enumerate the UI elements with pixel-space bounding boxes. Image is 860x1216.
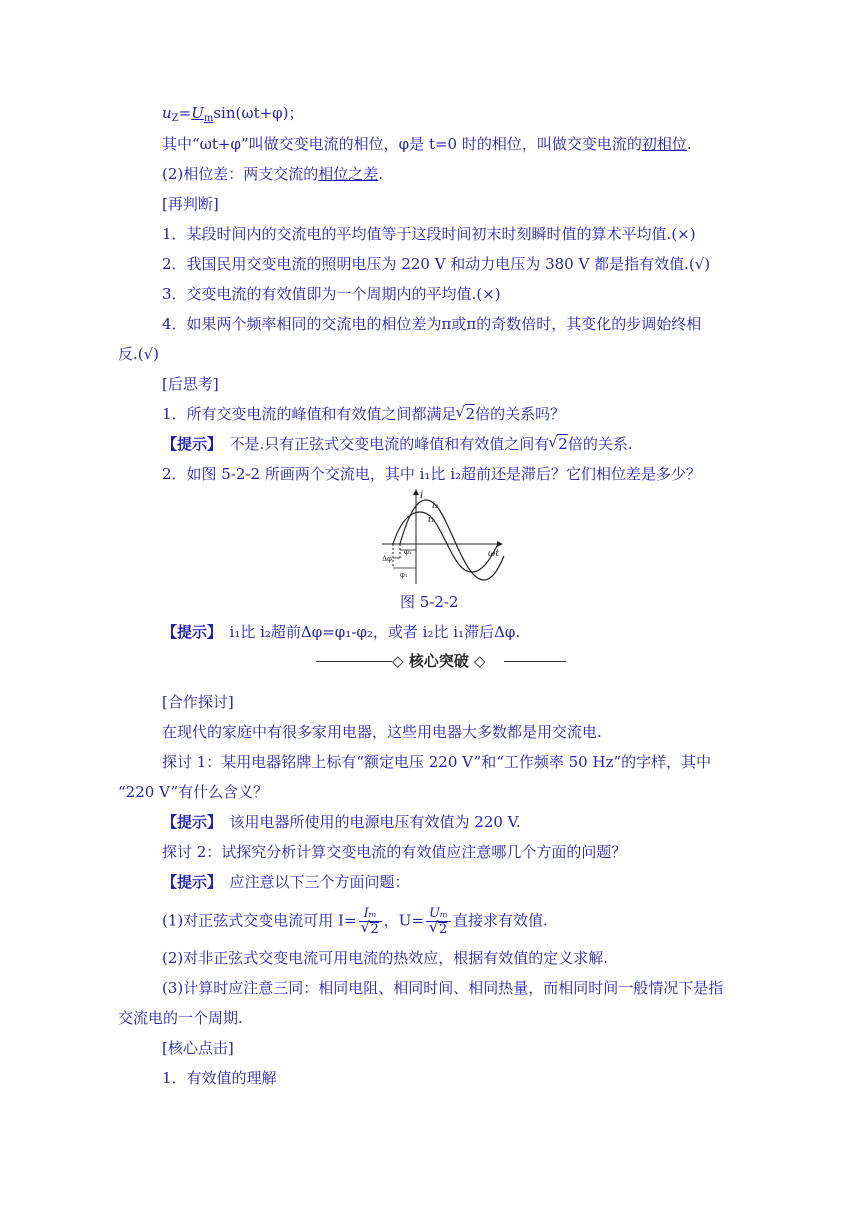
text: 该用电器所使用的电源电压有效值为 220 V. [214, 813, 521, 831]
text: (2)相位差：两支交流的 [162, 165, 319, 183]
hint-3 [162, 812, 521, 832]
sqrt-two: √ 2 [430, 922, 447, 937]
hint-label: 【提示】 [162, 623, 215, 641]
text: i₁比 i₂超前Δφ=φ₁-φ₂，或者 i₂比 i₁滞后Δφ. [214, 623, 521, 641]
sqrt-two: √ 2 [457, 404, 476, 424]
fraction-U [426, 906, 451, 937]
section-heading: [核心点击] [162, 1039, 234, 1057]
x-axis-label: ωt [488, 549, 499, 559]
note-2: (2)对非正弦式交变电流可用电流的热效应，根据有效值的定义求解. [162, 949, 609, 967]
section-title [392, 651, 486, 671]
phi2-label: φ₂ [404, 548, 412, 556]
subscript-z: Z [171, 113, 179, 124]
text: 其中“ωt+φ”叫做交变电流的相位，φ是 t=0 时的相位，叫做交变电流的 [162, 135, 642, 153]
formula-line [162, 103, 304, 129]
formula-effective-values [162, 906, 548, 937]
dphi-label: Δφ [382, 555, 392, 563]
section-heading: [再判断] [162, 195, 219, 213]
question-2: 2．如图 5-2-2 所画两个交流电，其中 i₁比 i₂超前还是滞后？它们相位差是多少？ [162, 465, 702, 483]
text: (1)对正弦式交变电流可用 I= [162, 911, 357, 930]
section-heading: [合作探讨] [162, 693, 234, 711]
figure-caption: 图 5-2-2 [400, 593, 459, 611]
underlined-term: 初相位 [641, 135, 687, 153]
hint-label: 【提示】 [162, 873, 215, 891]
sqrt-two: √ 2 [549, 434, 568, 454]
paragraph: 在现代的家庭中有很多家用电器，这些用电器大多数都是用交流电. [162, 723, 602, 741]
diamond-icon: ◇ [392, 652, 404, 670]
hint-label: 【提示】 [162, 435, 215, 453]
phi1-label: φ₁ [400, 571, 408, 579]
hint-label: 【提示】 [162, 813, 215, 831]
numerator: Uₘ [426, 906, 451, 922]
hint-1 [162, 434, 633, 454]
hint-2 [162, 622, 520, 642]
phase-difference [162, 164, 383, 184]
divider-left [316, 661, 392, 662]
curve-i1-label: i₁ [428, 515, 435, 525]
judgement-2: 2．我国民用交变电流的照明电压为 220 V 和动力电压为 380 V 都是指有效值.(√) [162, 255, 711, 273]
subheading: 1．有效值的理解 [162, 1069, 277, 1087]
text: 1．所有交变电流的峰值和有效值之间都满足 [162, 405, 457, 423]
note-3: (3)计算时应注意三同：相同电阻、相同时间、相同热量，而相同时间一般情况下是指 [162, 979, 724, 997]
numerator: Iₘ [359, 906, 382, 922]
sin-expression: sin(ωt+φ)； [213, 104, 304, 122]
discussion-2: 探讨 2：试探究分析计算交变电流的有效值应注意哪几个方面的问题？ [162, 843, 627, 861]
phase-definition [162, 134, 692, 154]
judgement-3: 3．交变电流的有效值即为一个周期内的平均值.(×) [162, 285, 501, 303]
text: . [686, 135, 692, 153]
text: ，U= [383, 911, 425, 930]
text: 直接求有效值. [452, 911, 548, 930]
text: 倍的关系. [567, 435, 633, 453]
section-heading: [后思考] [162, 375, 219, 393]
subscript-m: m [203, 113, 214, 124]
divider-right [504, 661, 566, 662]
text: 应注意以下三个方面问题： [214, 873, 410, 891]
diamond-icon: ◇ [474, 652, 486, 670]
sqrt-two: √ 2 [362, 922, 379, 937]
fraction-I [359, 906, 382, 937]
text: . [378, 165, 384, 183]
text: 不是.只有正弦式交变电流的峰值和有效值之间有 [214, 435, 550, 453]
note-3-cont: 交流电的一个周期. [118, 1009, 243, 1027]
curve-i2-label: i₂ [432, 501, 439, 511]
symbol-U: U [191, 104, 204, 122]
sine-waves-figure [380, 486, 510, 586]
judgement-4-cont: 反.(√) [118, 345, 160, 363]
text: 倍的关系吗？ [475, 405, 566, 423]
discussion-1: 探讨 1：某用电器铭牌上标有“额定电压 220 V”和“工作频率 50 Hz”的字样，其中 [162, 753, 712, 771]
equals: = [178, 104, 192, 122]
section-title-text: 核心突破 [408, 652, 469, 670]
discussion-1-cont: “220 V”有什么含义？ [118, 783, 269, 801]
y-axis-label: i [420, 490, 424, 501]
judgement-4: 4．如果两个频率相同的交流电的相位差为π或π的奇数倍时，其变化的步调始终相 [162, 315, 702, 333]
hint-4 [162, 872, 410, 892]
judgement-1: 1．某段时间内的交流电的平均值等于这段时间初末时刻瞬时值的算术平均值.(×) [162, 225, 696, 243]
underlined-term: 相位之差 [318, 165, 379, 183]
question-1 [162, 404, 565, 424]
symbol-u: u [162, 104, 172, 122]
